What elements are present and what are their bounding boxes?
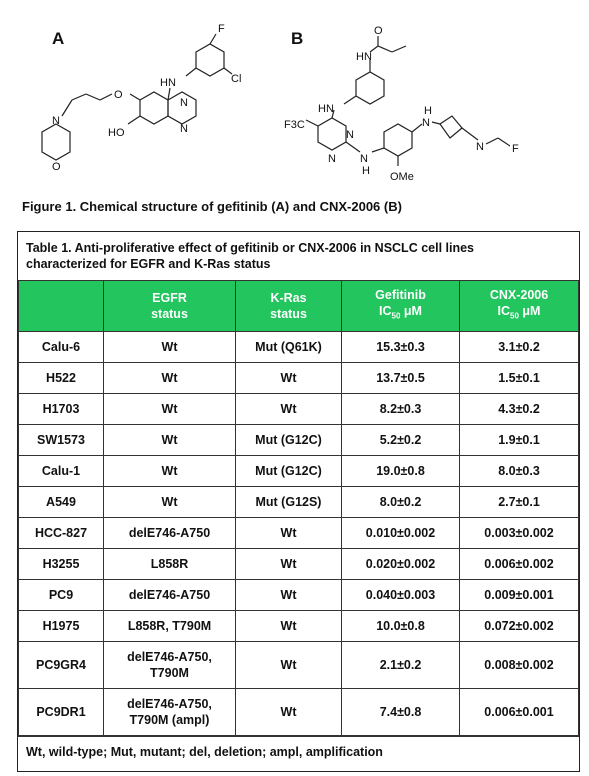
atom-nh-a: HN [160,77,176,89]
cell-line: H3255 [19,549,104,580]
cnx2006-ic50: 8.0±0.3 [460,456,579,487]
gefitinib-ic50: 0.010±0.002 [342,518,460,549]
egfr-status: Wt [104,456,236,487]
chemical-structures-figure [0,0,589,195]
gefitinib-ic50: 8.0±0.2 [342,487,460,518]
kras-status: Wt [236,394,342,425]
gefitinib-ic50: 0.020±0.002 [342,549,460,580]
egfr-status: delE746-A750 [104,580,236,611]
egfr-status: Wt [104,363,236,394]
atom-ome-b: OMe [390,171,414,183]
cell-line: Calu-1 [19,456,104,487]
table-row [19,394,579,425]
kras-status: Wt [236,611,342,642]
cell-line: PC9 [19,580,104,611]
table-row [19,363,579,394]
cnx2006-ic50: 2.7±0.1 [460,487,579,518]
cnx2006-ic50: 0.072±0.002 [460,611,579,642]
egfr-status: L858R, T790M [104,611,236,642]
cell-line: PC9GR4 [19,642,104,689]
kras-status: Mut (G12C) [236,425,342,456]
atom-nh-mid-b: HN [318,103,334,115]
atom-n2-a: N [180,123,188,135]
figure-caption: Figure 1. Chemical structure of gefitinib (A) and CNX-2006 (B) [22,199,402,214]
cnx2006-ic50: 0.006±0.001 [460,689,579,736]
header-egfr: EGFR status [104,281,236,332]
cnx2006-ic50: 4.3±0.2 [460,394,579,425]
egfr-status: Wt [104,487,236,518]
atom-o-b: O [374,25,383,37]
atom-h-right-b: H [424,105,432,117]
atom-n1-a: N [180,97,188,109]
gefitinib-ic50: 0.040±0.003 [342,580,460,611]
egfr-status: L858R [104,549,236,580]
cnx2006-ic50: 0.008±0.002 [460,642,579,689]
cell-line: HCC-827 [19,518,104,549]
table-row [19,642,579,689]
cnx2006-ic50: 1.5±0.1 [460,363,579,394]
cnx2006-ic50: 1.9±0.1 [460,425,579,456]
header-kras: K-Ras status [236,281,342,332]
kras-status: Wt [236,580,342,611]
kras-status: Wt [236,518,342,549]
kras-status: Mut (Q61K) [236,332,342,363]
table-row [19,425,579,456]
table-caption [18,232,579,280]
header-cnx2006: CNX-2006 $IC_{50}$ μM [460,281,579,332]
header-cell-line [19,281,104,332]
label-b: B [291,29,304,48]
cell-line: PC9DR1 [19,689,104,736]
gefitinib-structure [42,34,232,160]
atom-n1-b: N [346,129,354,141]
atom-nh-top-b: HN [356,51,372,63]
kras-status: Wt [236,363,342,394]
table-row [19,487,579,518]
atom-f-b: F [512,143,519,155]
egfr-status: delE746-A750 [104,518,236,549]
table-caption-line1: Table 1. Anti-proliferative effect of gefitinib or CNX-2006 in NSCLC cell lines [26,241,474,255]
gefitinib-ic50: 5.2±0.2 [342,425,460,456]
label-a: A [52,29,65,48]
atom-o-morph-a: O [52,161,61,173]
kras-status: Mut (G12C) [236,456,342,487]
table-caption-line2: characterized for EGFR and K-Ras status [26,257,271,271]
cell-line: Calu-6 [19,332,104,363]
kras-status: Wt [236,549,342,580]
cell-line: A549 [19,487,104,518]
atom-cl-a: Cl [231,73,242,85]
cnx2006-ic50: 0.006±0.002 [460,549,579,580]
atom-f-a: F [218,23,225,35]
data-table [18,280,579,736]
gefitinib-ic50: 19.0±0.8 [342,456,460,487]
table-row [19,549,579,580]
egfr-status: Wt [104,332,236,363]
atom-n-ring-b: N [476,141,484,153]
kras-status: Wt [236,689,342,736]
structure-drawings [0,0,589,195]
egfr-status: delE746-A750, T790M [104,642,236,689]
atom-ho-a: HO [108,127,125,139]
table-footnote: Wt, wild-type; Mut, mutant; del, deletion; ampl, amplification [18,736,579,768]
gefitinib-ic50: 10.0±0.8 [342,611,460,642]
gefitinib-ic50: 7.4±0.8 [342,689,460,736]
table-row [19,456,579,487]
gefitinib-ic50: 13.7±0.5 [342,363,460,394]
atom-o-a: O [114,89,123,101]
gefitinib-ic50: 15.3±0.3 [342,332,460,363]
kras-status: Mut (G12S) [236,487,342,518]
kras-status: Wt [236,642,342,689]
table-row [19,518,579,549]
cell-line: H1975 [19,611,104,642]
table-header-row [19,281,579,332]
table-row [19,580,579,611]
atom-n2-b: N [328,153,336,165]
egfr-status: Wt [104,425,236,456]
table-row [19,332,579,363]
atom-f3c-b: F3C [284,119,305,131]
cell-line: H522 [19,363,104,394]
table-container [17,231,580,772]
atom-n-bottom-b: N [360,153,368,165]
cell-line: SW1573 [19,425,104,456]
cell-line: H1703 [19,394,104,425]
cnx2006-ic50: 0.009±0.001 [460,580,579,611]
gefitinib-ic50: 8.2±0.3 [342,394,460,425]
table-row [19,611,579,642]
header-gefitinib: Gefitinib $IC_{50}$ μM [342,281,460,332]
atom-h-b: H [362,165,370,177]
atom-n-morph-a: N [52,115,60,127]
table-row [19,689,579,736]
atom-n-right-b: N [422,117,430,129]
cnx2006-ic50: 0.003±0.002 [460,518,579,549]
egfr-status: delE746-A750, T790M (ampl) [104,689,236,736]
cnx2006-ic50: 3.1±0.2 [460,332,579,363]
egfr-status: Wt [104,394,236,425]
gefitinib-ic50: 2.1±0.2 [342,642,460,689]
